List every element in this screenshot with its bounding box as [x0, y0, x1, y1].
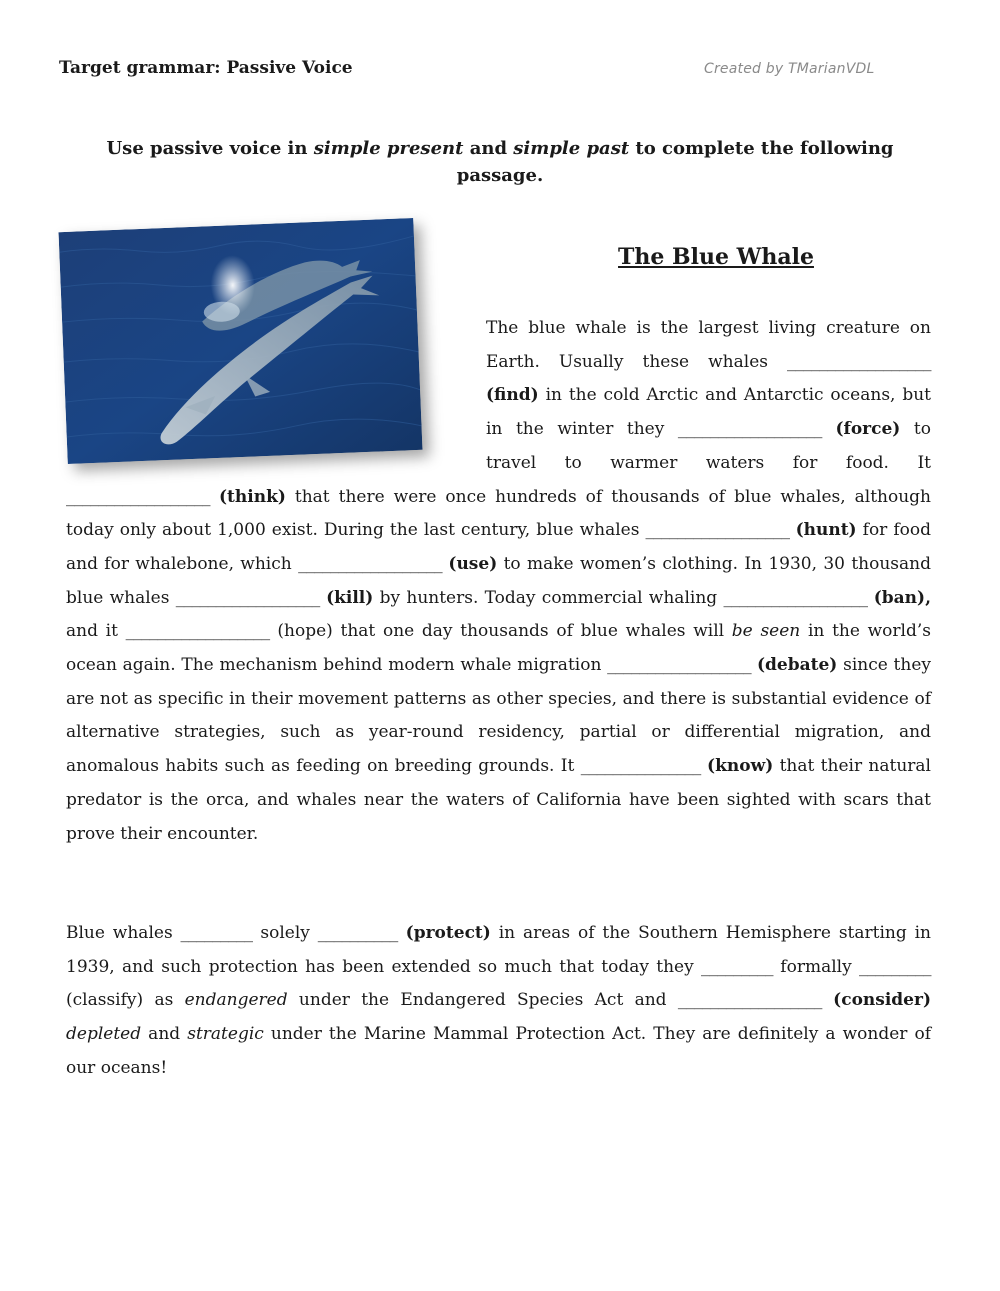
passage-text: strategic [187, 1024, 264, 1045]
paragraph-2 [66, 917, 931, 1086]
passage-text: under the Marine Mammal Protection Act. They are definitely a wonder of our oceans! [66, 1024, 931, 1078]
verb-cue: (ban), [873, 587, 932, 608]
verb-cue: (force) [835, 419, 901, 440]
answer-blank[interactable]: __________ [317, 923, 398, 943]
target-grammar-label: Target grammar: Passive Voice [59, 58, 353, 78]
passage-text: and it [66, 621, 126, 642]
verb-cue: (know) [707, 756, 774, 777]
passage-text: Blue whales [66, 923, 181, 943]
instructions-emphasis: simple present [313, 138, 464, 159]
passage-text: that their natural predator is the orca, and whales near the waters of California have been sighted with scars that prove their encounter. [66, 756, 931, 844]
verb-cue: (consider) [833, 990, 931, 1011]
answer-blank[interactable]: __________________ [677, 990, 822, 1011]
verb-cue: (find) [486, 385, 539, 406]
verb-cue: (think) [219, 486, 286, 507]
passage-text: for food and for whalebone, which [66, 520, 932, 574]
answer-blank[interactable]: _________ [701, 956, 773, 977]
instructions-part: to complete the following passage. [456, 138, 894, 186]
passage-text: formally [773, 956, 859, 977]
passage-text [822, 419, 836, 439]
passage-text [822, 990, 833, 1010]
instructions-part: and [463, 138, 514, 159]
answer-blank[interactable]: __________________ [607, 655, 752, 676]
passage-text: The blue whale is the largest living creature on Earth. Usually these whales [486, 318, 931, 372]
article-title: The Blue Whale [618, 244, 814, 270]
passage-text [210, 487, 219, 507]
answer-blank[interactable]: __________________ [175, 587, 320, 608]
answer-blank[interactable]: __________________ [66, 486, 210, 507]
passage-text [398, 923, 406, 943]
answer-blank[interactable]: __________________ [723, 587, 868, 608]
answer-blank[interactable]: __________________ [677, 419, 822, 440]
instructions-part: Use passive voice in [106, 138, 314, 159]
passage-text: and [141, 1024, 188, 1045]
answer-blank[interactable]: _________ [859, 956, 931, 977]
passage-text: endangered [184, 990, 288, 1011]
passage-text: in the world’s ocean again. The mechanism behind modern whale migration [66, 621, 931, 676]
answer-blank[interactable]: __________________ [298, 553, 443, 574]
verb-cue: (protect) [405, 923, 491, 943]
passage-text: since they are not as specific in their movement patterns as other species, and there is substantial evidence of alternative strategies, such as year-round residency, partial or differential migration, and anomalous habits such as feeding on breeding grounds. It [66, 655, 931, 777]
passage-text: (classify) as [66, 990, 185, 1011]
passage-text: in areas of the Southern Hemisphere starting in 1939, and such protection has been extended so much that today they [66, 923, 932, 977]
passage-text: that there were once hundreds of thousands of blue whales, although today only about 1,000 exist. During the last century, blue whales [66, 486, 931, 541]
answer-blank[interactable]: _______________ [580, 756, 701, 777]
instructions-emphasis: simple past [513, 138, 630, 159]
paragraph-1 [66, 312, 931, 851]
verb-cue: (use) [448, 553, 498, 574]
answer-blank[interactable]: __________________ [787, 351, 931, 372]
passage-text: solely [252, 923, 318, 943]
passage-text: to travel to warmer waters for food. It [486, 419, 931, 473]
answer-blank[interactable]: __________________ [125, 621, 270, 642]
passage-text: depleted [66, 1024, 142, 1045]
verb-cue: (hunt) [795, 520, 857, 541]
passage-text: to make women’s clothing. In 1930, 30 thousand blue whales [66, 553, 931, 608]
passage-text: in the cold Arctic and Antarctic oceans, but in the winter they [486, 385, 931, 440]
answer-blank[interactable]: _________ [180, 923, 253, 943]
passage-text: be seen [731, 621, 801, 642]
passage-text: (hope) that one day thousands of blue whales will [269, 621, 732, 642]
verb-cue: (kill) [326, 587, 374, 608]
passage-text: by hunters. Today commercial whaling [373, 587, 724, 608]
passage-text: under the Endangered Species Act and [287, 990, 678, 1011]
answer-blank[interactable]: __________________ [645, 520, 790, 541]
author-credit: Created by TMarianVDL [704, 61, 875, 77]
verb-cue: (debate) [756, 655, 838, 676]
instructions [80, 135, 920, 189]
